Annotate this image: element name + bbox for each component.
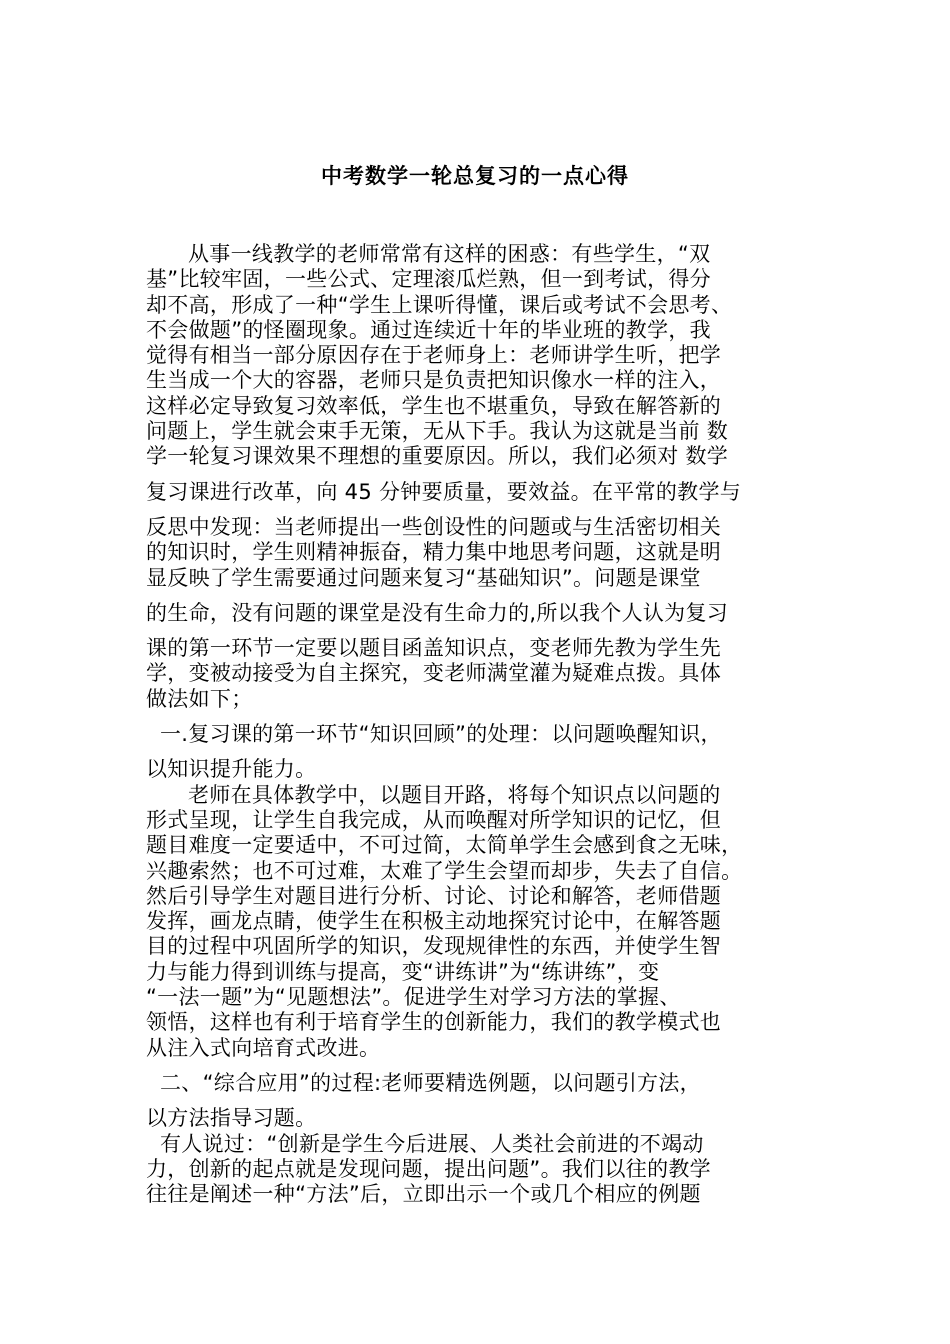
text-line: 从事一线教学的老师常常有这样的困惑：有些学生，“双 bbox=[188, 242, 711, 266]
text-line: 学，变被动接受为自主探究，变老师满堂灌为疑难点拨。具体 bbox=[146, 661, 722, 686]
text-line: 力，创新的起点就是发现问题，提出问题”。我们以往的教学 bbox=[146, 1156, 711, 1181]
document-body bbox=[146, 242, 806, 1207]
text-line: 发挥，画龙点睛，使学生在积极主动地探究讨论中，在解答题 bbox=[146, 909, 722, 934]
text-line: 觉得有相当一部分原因存在于老师身上：老师讲学生听，把学 bbox=[146, 343, 722, 368]
text-line: 显反映了学生需要通过问题来复习“基础知识”。问题是课堂 bbox=[146, 565, 701, 590]
text-line: 题目难度一定要适中，不可过简，太简单学生会感到食之无味， bbox=[146, 833, 743, 858]
text-line: 目的过程中巩固所学的知识，发现规律性的东西，并使学生智 bbox=[146, 934, 722, 959]
text-line: 这样必定导致复习效率低，学生也不堪重负，导致在解答新的 bbox=[146, 393, 722, 418]
text-line: 兴趣索然；也不可过难，太难了学生会望而却步，失去了自信。 bbox=[146, 858, 743, 883]
text-line: 力与能力得到训练与提高，变“讲练讲”为“练讲练”，变 bbox=[146, 959, 660, 984]
text-line: 然后引导学生对题目进行分析、讨论、讨论和解答，老师借题 bbox=[146, 883, 722, 908]
text-line: 的知识时，学生则精神振奋，精力集中地思考问题，这就是明 bbox=[146, 540, 722, 565]
text-line: 学一轮复习课效果不理想的重要原因。所以，我们必须对 数学 bbox=[146, 444, 729, 469]
text-line: 做法如下； bbox=[146, 686, 253, 711]
text-line: 领悟，这样也有利于培育学生的创新能力，我们的教学模式也 bbox=[146, 1010, 722, 1035]
text-line: 却不高，形成了一种“学生上课听得懂，课后或考试不会思考、 bbox=[146, 292, 733, 317]
text-line: 的生命，没有问题的课堂是没有生命力的,所以我个人认为复习 bbox=[146, 600, 729, 625]
text-line: 有人说过：“创新是学生今后进展、人类社会前进的不竭动 bbox=[160, 1131, 704, 1156]
text-line: 课的第一环节一定要以题目函盖知识点，变老师先教为学生先 bbox=[146, 636, 722, 661]
text-line: 不会做题”的怪圈现象。通过连续近十年的毕业班的教学，我 bbox=[146, 317, 711, 342]
text-line: 以知识提升能力。 bbox=[146, 757, 317, 782]
text-line: 基”比较牢固，一些公式、定理滚瓜烂熟，但一到考试，得分 bbox=[146, 267, 711, 292]
text-line: 问题上，学生就会束手无策，无从下手。我认为这就是当前 数 bbox=[146, 419, 729, 444]
text-line: 以方法指导习题。 bbox=[146, 1106, 317, 1131]
text-line: 生当成一个大的容器，老师只是负责把知识像水一样的注入， bbox=[146, 368, 722, 393]
text-line: 反思中发现：当老师提出一些创设性的问题或与生活密切相关 bbox=[146, 514, 722, 539]
text-line: 形式呈现，让学生自我完成，从而唤醒对所学知识的记忆，但 bbox=[146, 807, 722, 832]
text-line: 从注入式向培育式改进。 bbox=[146, 1035, 381, 1060]
text-line: 复习课进行改革，向 45 分钟要质量，要效益。在平常的教学与 bbox=[146, 479, 742, 504]
text-line: “一法一题”为“见题想法”。促进学生对学习方法的掌握、 bbox=[146, 985, 681, 1010]
text-line: 往往是阐述一种“方法”后，立即出示一个或几个相应的例题 bbox=[146, 1182, 701, 1207]
document-title: 中考数学一轮总复习的一点心得 bbox=[321, 164, 629, 188]
section-heading-2: 二、“综合应用”的过程:老师要精选例题，以问题引方法， bbox=[160, 1070, 701, 1095]
section-heading-1: 一.复习课的第一环节“知识回顾”的处理：以问题唤醒知识， bbox=[160, 722, 722, 747]
text-line: 老师在具体教学中，以题目开路，将每个知识点以问题的 bbox=[188, 782, 721, 807]
